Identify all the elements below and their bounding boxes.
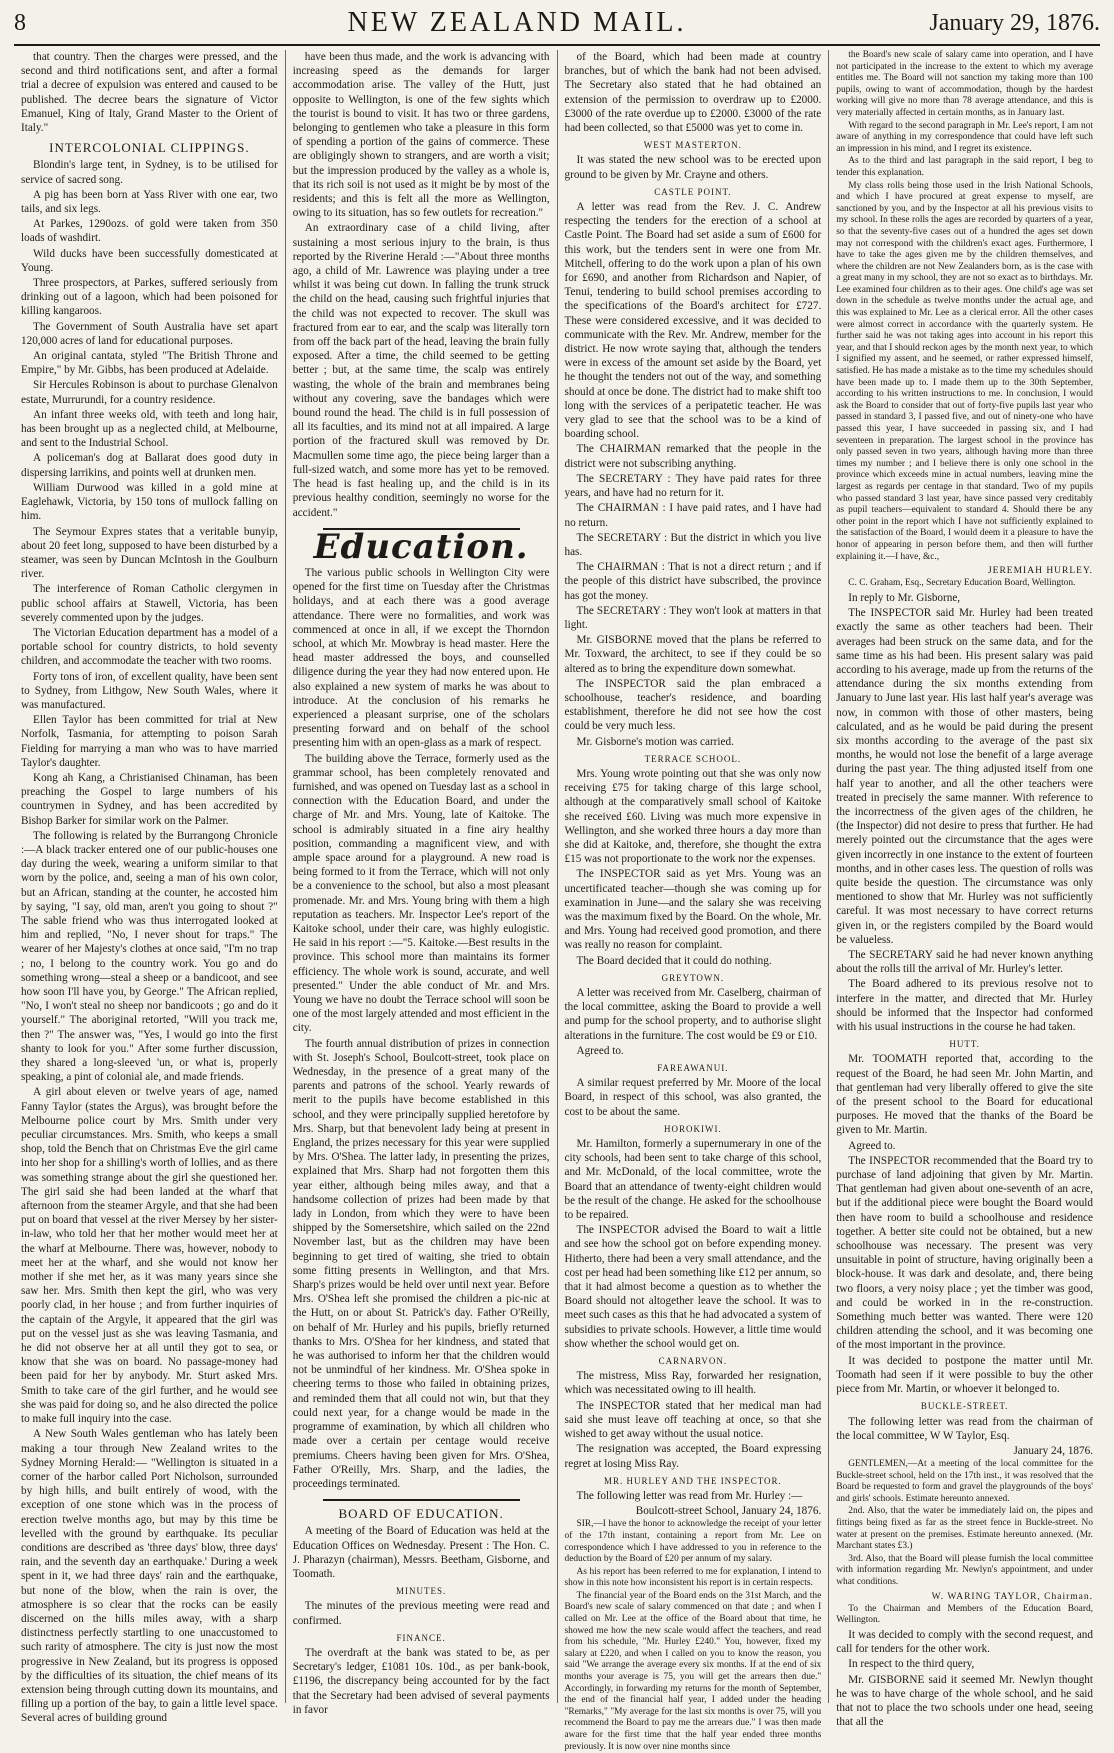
subsection-heading: GREYTOWN. — [661, 972, 725, 983]
paragraph: The INSPECTOR said as yet Mrs. Young was an uncertificated teacher—though she was coming up for examination in June—and the salary she was receiving was the maximum fixed by the Board. On the whole, Mr. and Mrs. Young had received good promotion, and there was really no reason for complaint. — [564, 868, 822, 952]
paragraph: Ellen Taylor has been committed for trial at New Norfolk, Tasmania, for attempting to poison Sarah Fielding for marrying a man who was to have married Taylor's daughter. — [21, 714, 278, 769]
subsection-heading: HUTT. — [949, 1039, 980, 1050]
paragraph: A pig has been born at Yass River with one ear, two tails, and six legs. — [21, 188, 278, 216]
paragraph: Wild ducks have been successfully domesticated at Young. — [21, 247, 278, 274]
letter-paragraph: SIR,—I have the honor to acknowledge the receipt of your letter of the 17th instant, containing a report from Mr. Lee on correspondence which I have addressed to you in reference to the deduction by the Board of £20 per annum of my salary. — [564, 1519, 822, 1565]
letter-paragraph: With regard to the second paragraph in Mr. Lee's report, I am not aware of anything in my correspondence that could have left such an impression in his mind, and I regret its existence. — [836, 120, 1093, 154]
paragraph: An original cantata, styled "The British Throne and Empire," by Mr. Gibbs, has been produced at Adelaide. — [21, 350, 278, 377]
paragraph: Sir Hercules Robinson is about to purchase Glenalvon estate, Murrurundi, for a country residence. — [21, 379, 278, 406]
paragraph: Mrs. Young wrote pointing out that she was only now receiving £75 for taking charge of this large school, although at the comparatively small school of Kaitoke she received £60. Living was much more expensive in Wellington, and she worked three hours a day more than she did at Kaitoke, and, therefore, she thought the extra £15 was not proportionate to the work nor the expenses. — [564, 767, 822, 866]
paragraph: A girl about eleven or twelve years of age, named Fanny Taylor (states the Argus), was brought before the Melbourne police court by Mrs. Smith under very peculiar circumstances. Mrs. Smith, who keeps a small shop, told the Bench that on Christmas Eve the girl came into her shop for a shilling's worth of lollies, and as there was something strange about the girl she questioned her. The girl said she had been landed at the wharf that afternoon from the steamer Argyle, and that she had been put on board that vessel at the river Mersey by her sister-in-law, who told her that her mother would meet her at the wharf at Melbourne. There was, however, nobody to meet her at the wharf, and she would not know her mother if she met her, as it was many years since she saw her. Mrs. Smith then kept the girl, who was very poorly clad, in her house ; and from further inquiries of the captain of the Argyle, it appeared that the girl was put on the vessel just as she was leaving Tasmania, and he did not observe her at all until they got to sea, or know that she was on board. No passage-money had been paid for her by anybody. Mr. Sturt asked Mrs. Smith to take care of the girl further, and he would see she was paid for doing so, and he also directed the police to make full inquiry into the case. — [21, 1086, 278, 1426]
paragraph: The fourth annual distribution of prizes in connection with St. Joseph's School, Boulcott-street, took place on Wednesday, in the presence of a great many of the parents and patrons of the school. Yearly rewards of merit to the pupils have become established in this school, and they were principally supplied heretofore by Mrs. Sharp, but that benevolent lady being at present in England, the prizes necessary for this year were supplied by Mrs. O'Shea. The latter lady, in presenting the prizes, explained that Mrs. Sharp had not forgotten them this year either, although being miles away, and that a handsome collection of prizes had been made by that lady in London, from which they were to have been shipped by the Somersetshire, which sailed on the 22nd November last, but as the children may have been beginning to get tired of waiting, she tried to obtain some fitting presents in Wellington, and that Mrs. Sharp's prizes would be held over until next year. Before Mrs. O'Shea left she promised the children a pic-nic at the Hutt, on or about St. Patrick's day. Father O'Reilly, on behalf of Mr. Hurley and his pupils, briefly returned thanks to Mrs. O'Shea for her kindness, and stated that he was authorised to inform her that the children would not be unmindful of her kindness. Mr. O'Shea spoke in cheering terms to those who failed in obtaining prizes, and reminded them that all could not win, but that they could next year, for a change would be made in the programme of examination, by which all children who made over a certain per centage would receive premiums. Cheers having been given for Mrs. O'Shea, Father O'Reilly, Mrs. Sharp, and the ladies, the proceedings terminated. — [292, 1037, 550, 1490]
paragraph: The Government of South Australia have set apart 120,000 acres of land for educational purposes. — [21, 320, 278, 347]
paragraph: The SECRETARY : They have paid rates for three years, and have had no return for it. — [564, 472, 822, 500]
paragraph: In respect to the third query, — [848, 1658, 975, 1671]
paragraph: Blondin's large tent, in Sydney, is to be utilised for service of sacred song. — [21, 159, 278, 186]
letter-paragraph: 3rd. Also, that the Board will please furnish the local committee with information regarding Mr. Newlyn's appointment, and under what conditions. — [836, 1553, 1093, 1588]
letter-paragraph: The financial year of the Board ends on the 31st March, and the Board's new scale of salary commenced on that date ; and when I called on Mr. Lee at the office of the Board about that time, he showed me how the new scale would affect the teachers, and read from his schedule, "Mr. Hurley £240." You, however, fixed my salary at £220, and when I called on you to know the reason, you said "We arrange the average every six months. If at the end of six months your average is 75, you will get the arrears then due." Accordingly, in forwarding my returns for the month of September, the end of the financial half year, I added under the heading "Remarks," "My average for the last six months is over 75, will you recommend the Board to pay me the arrears due." I was then made aware for the first time that the half year ended three months previously. It is now over nine months since — [564, 1590, 822, 1752]
letter-paragraph: To the Chairman and Members of the Education Board, Wellington. — [836, 1603, 1093, 1626]
letter-signature: JEREMIAH HURLEY. — [987, 566, 1093, 577]
paragraph: of the Board, which had been made at country branches, but of which the bank had not been advised. The Secretary also stated that he had obtained an extension of the permission to overdraw up to £2000. £3000 of the rate overdue up to £2000. £3000 of the rate had been collected, so that £5000 was yet to come in. — [564, 51, 822, 135]
letter-paragraph: My class rolls being those used in the Irish National Schools, and which I have procured at great expense to myself, are sanctioned by you, and by the Inspector at all his previous visits to my school. In these rolls the ages are recorded by quarters of a year, so that the seventy-five cases out of a hundred the ages set down may not correspond with the children's exact ages. Furthermore, I have to take the ages given me by the children themselves, and where the children are not New Zealanders born, as is the case with a great many in my school, they are not so exact as to birthdays. Mr. Lee examined four children as to their ages. One child's age was set down in the schedule as twelve months under the actual age, and this was explained to Mr. Lee as a clerical error. All the other cases were almost correct in accordance with the quarterly system. He further said he was not taking ages into account in his report this year, and that I should reckon ages by the month next year, to which I signified my assent, and he seemed, or rather expressed himself, satisfied. He has made a mistake as to the time my schedules should have been made up to. I made them up to the 30th September, according to his written instructions to me. In conclusion, I would ask the Board to consider that out of forty-five pupils last year who passed in standard 3, I passed five, and out of ninety-one who have passed this year, I have succeeded in passing six, and I had seventeen in preparation. The largest school in the province has only passed seven in two years, although having more than three times my number ; and I believe there is only one school in the province which exceeds mine in actual numbers, leaving mine the largest as regards per centage in that standard. Two of my pupils who passed standard 3 last year, have since passed very creditably as pupil teachers—equivalent to standard 4. Should there be any other point in the report which I have not sufficiently explained to the satisfaction of the Board, I would deem it a pleasure to have the honor of appearing in person before them, and then will further explaining it.—I have, &c., — [836, 180, 1093, 562]
paragraph: A meeting of the Board of Education was held at the Education Offices on Wednesday. Present : The Hon. C. J. Pharazyn (chairman), Messrs. Beetham, Gisborne, and Toomath. — [292, 1525, 550, 1580]
paragraph: Agreed to. — [576, 1044, 624, 1057]
subsection-heading: TERRACE SCHOOL. — [644, 753, 742, 764]
letter-paragraph: C. C. Graham, Esq., Secretary Education Board, Wellington. — [848, 578, 1076, 589]
paper-name: NEW ZEALAND MAIL. — [347, 7, 687, 38]
paragraph: An extraordinary case of a child living, after sustaining a most serious injury to the brain, is thus reported by the Riverine Herald :—"About three months ago, a child of Mr. Lawrence was playing under a tree whilst it was being cut down. In falling the trunk struck the child on the head, causing such frightful injuries that the child was not expected to recover. The skull was fractured from ear to ear, and the scalp was literally torn from off the back part of the head, leaving the brain fully exposed. After a time, the child seemed to be getting better ; but, at the same time, the scalp was entirely wasting, the whole of the brain and membranes being without any covering, save the bandages which were bound round the head. The child is in full possession of all its faculties, and its mind not at all impaired. A large portion of the fractured skull was removed by Dr. Macmullen some time ago, the piece being larger than a full-sized watch, and some more has yet to be removed. The head is fast healing up, and the child is in its previous healthy condition, seemingly no worse for the accident." — [292, 222, 550, 519]
paragraph: The CHAIRMAN : That is not a direct return ; and if the people of this district have subscribed, the province has got the money. — [564, 561, 822, 602]
paragraph: The building above the Terrace, formerly used as the grammar school, has been completely renovated and furnished, and was opened on Tuesday last as a school in connection with the Education Board, and under the charge of Mr. and Mrs. Young, late of Kaitoke. The school is admirably situated in a fine airy healthy position, commanding a magnificent view, and with ample space around for a playground. A new road is being formed to it from the Terrace, which will not only be a convenience to the school, but also a most pleasant promenade. Mr. and Mrs. Young bring with them a high reputation as teachers. Mr. Inspector Lee's report of the Kaitoke school, under their care, was highly eulogistic. He said in his report :—"5. Kaitoke.—Best results in the province. This school more than maintains its former efficiency. The whole work is sound, accurate, and well presented." Under the able conduct of Mr. and Mrs. Young we have no doubt the Terrace school will soon be one of the most largely attended and most efficient in the city. — [292, 752, 550, 1035]
paragraph: It was stated the new school was to be erected upon ground to be given by Mr. Crayne and others. — [564, 154, 822, 181]
paragraph: A New South Wales gentleman who has lately been making a tour through New Zealand writes to the Sydney Morning Herald:— "Wellington is situated in a corner of the harbor called Port Nicholson, surrounded by high hills, and built entirely of wood, with the exception of one stone which was in the process of erection twelve months ago, but may by this time be levelled with the ground by earthquake. Its peculiar conditions are described as 'three days' blow, three days' rain, and the seventh day an earthquake.' During a week spent in it, we had three days' rain and the earthquake, but none of the blow, when the rain is over, the atmosphere is so clear that the rocks can be easily discerned on the hills miles away, with a sharp distinctness perfectly startling to one unaccustomed to such rarity of atmosphere. The city is just now the most progressive in New Zealand, but its progress is opposed by the difficulties of its situation, the chief means of its extension being through cutting down its mountains, and filling up a portion of the bay, to gain a little level space. Several acres of building ground — [21, 1428, 278, 1725]
paragraph: The following is related by the Burrangong Chronicle :—A black tracker entered one of our public-houses one day during the week, wearing a uniform similar to that worn by the police, and, seeing a man of his own color, but an African, standing at the counter, he accosted him by saying, "I say, old man, aren't you going to shout ?" The sable friend who was thus interrogated looked at him and replied, "No, I never shout for traps." The wearer of her Majesty's clothes at once said, "I'm no trap ; no, I belong to the country work. You go and do something wrong—steal a sheep or a bandicoot, and see how soon I'll have you, by George." The African replied, "No, I won't steal no sheep nor bandicoots ; go and do it yourself." The aboriginal retorted, "Will you track me, then ?" The answer was, "Yes, I would go into the first shanty to look for you." After some further discussion, they shared a long-sleeved 'un, or what is, properly speaking, a pint of colonial ale, and made friends. — [21, 829, 278, 1084]
paragraph: Mr. Hamilton, formerly a supernumerary in one of the city schools, had been sent to take charge of this school, and Mr. McDonald, of the local committee, wrote the Board that an attendance of twenty-eight children would be the result of the change. He asked for the schoolhouse to be repaired. — [564, 1138, 822, 1222]
subsection-heading: BUCKLE-STREET. — [920, 1401, 1009, 1412]
paragraph: that country. Then the charges were pressed, and the second and third notifications sent, and after a formal trial a decree of expulsion was entered and caused to be published. The decree bears the signature of Victor Emanuel, King of Italy, Grand Master to the Orient of Italy." — [21, 51, 278, 135]
paragraph: A policeman's dog at Ballarat does good duty in dispersing larrikins, and points well at drunken men. — [21, 452, 278, 479]
paragraph: Mr. GISBORNE moved that the plans be referred to Mr. Toxward, the architect, to see if they could be so altered as to bring the expenditure down somewhat. — [564, 634, 822, 675]
paragraph: It was decided to comply with the second request, and call for tenders for the other work. — [836, 1629, 1093, 1656]
paragraph: Mr. GISBORNE said it seemed Mr. Newlyn thought he was to have charge of the whole school, and he said that not to place the two schools under one head, seeing that all the — [836, 1673, 1093, 1729]
paragraph: At Parkes, 1290ozs. of gold were taken from 350 loads of washdirt. — [21, 218, 278, 245]
paragraph: The mistress, Miss Ray, forwarded her resignation, which was necessitated owing to ill health. — [564, 1370, 822, 1397]
section-heading: INTERCOLONIAL CLIPPINGS. — [49, 140, 250, 156]
subsection-heading: CARNARVON. — [658, 1356, 728, 1367]
subsection-heading: HOROKIWI. — [664, 1123, 722, 1134]
section-rule — [323, 1499, 520, 1501]
paragraph: The resignation was accepted, the Board expressing regret at losing Miss Ray. — [564, 1443, 822, 1470]
letter-paragraph: the Board's new scale of salary came into operation, and I have not participated in the increase to the extent to which my average entitles me. The Board will not sanction my taking more than 100 pupils, owing to want of accommodation, though by the hardest working will give no more than 78 average attendance, and this is very materially affected in certain months, as in January last. — [836, 50, 1093, 118]
subsection-heading: FAREAWANUI. — [657, 1063, 729, 1074]
paragraph: The Board decided that it could do nothing. — [576, 954, 772, 967]
letter-dateline: Boulcott-street School, January 24, 1876. — [635, 1505, 822, 1518]
section-heading: BOARD OF EDUCATION. — [338, 1506, 504, 1522]
paragraph: The SECRETARY : They won't look at matters in that light. — [564, 604, 822, 631]
column-1 — [14, 50, 286, 1725]
subsection-heading: MINUTES. — [396, 1586, 447, 1597]
paragraph: It was decided to postpone the matter until Mr. Toomath had seen if it were possible to buy the other piece from Mr. Martin, or whoever it belonged to. — [836, 1354, 1093, 1396]
letter-paragraph: GENTLEMEN,—At a meeting of the local committee for the Buckle-street school, held on the 17th inst., it was resolved that the Board be requested to form and gravel the playgrounds of the boys' and girls' schools. Estimate hereunto annexed. — [836, 1459, 1093, 1504]
column-4 — [829, 50, 1100, 1729]
subsection-heading: CASTLE POINT. — [654, 186, 732, 197]
paragraph: The Victorian Education department has a model of a portable school for country districts, to hold seventy children, and accommodate the teacher with two rooms. — [21, 626, 278, 668]
letter-paragraph: As to the third and last paragraph in the said report, I beg to tender this explanation. — [836, 156, 1093, 178]
paragraph: The INSPECTOR said the plan embraced a schoolhouse, teacher's residence, and boarding establishment, therefore he did not see how the cost could be very much less. — [564, 677, 822, 733]
subsection-heading: WEST MASTERTON. — [643, 140, 742, 151]
paragraph: The various public schools in Wellington City were opened for the first time on Tuesday after the Christmas holidays, and at each there was a good average attendance. There were no formalities, and work was commenced at once in all, if we except the Thorndon school, at which Mr. Mowbray is head master. Here the head master addressed the boys, and counselled diligence during the year they had now entered upon. He also explained a new system of marks he was about to introduce. At the conclusion of his remarks he experienced a pleasant surprise, one of the scholars presenting forward and on behalf of the school presenting him with an open-glass as a mark of respect. — [292, 566, 550, 750]
paragraph: have been thus made, and the work is advancing with increasing speed as the demands for larger accommodation arise. The valley of the Hutt, just opposite to Wellington, is one of the few sights which the tourist is bound to visit. It has two or three gardens, belonging to gentlemen who take a pleasure in this form of spending a portion of the gains of commerce. These are obligingly shown to strangers, and are worth a visit; but the impression produced by the valley as a whole is, that its rich soil is not used as it might be by most of the residents; and this is felt all the more as Wellington, owing to its situation, has so few outlets for recreation." — [292, 51, 550, 220]
paragraph: Forty tons of iron, of excellent quality, have been sent to Sydney, from Lithgow, New South Wales, where it was manufactured. — [21, 670, 278, 711]
letter-paragraph: 2nd. Also, that the water be immediately laid on, the pipes and fittings being fixed as far as the street fence in Buckle-street. No water at present on the premises. Estimate hereunto annexed. (Mr. Marchant states £3.) — [836, 1506, 1093, 1552]
paragraph: The overdraft at the bank was stated to be, as per Secretary's ledger, £1081 10s. 10d., as per bank-book, £1196, the discrepancy being accounted for by the fact that the Secretary had been advised of several payments in favor — [292, 1646, 550, 1716]
paragraph: The CHAIRMAN : I have paid rates, and I have had no return. — [564, 502, 822, 529]
paragraph: Mr. TOOMATH reported that, according to the request of the Board, he had seen Mr. John Martin, and that gentleman had very liberally offered to give the site of the present school to the Board for educational purposes. He moved that the thanks of the Board be given to Mr. Martin. — [836, 1053, 1093, 1137]
paragraph: The interference of Roman Catholic clergymen in public school affairs at Stawell, Victoria, has been severely commented upon by the judges. — [21, 583, 278, 624]
paragraph: The minutes of the previous meeting were read and confirmed. — [292, 1600, 550, 1627]
paragraph: William Durwood was killed in a gold mine at Eaglehawk, Victoria, by 150 tons of mullock falling on him. — [21, 481, 278, 523]
subsection-heading: FINANCE. — [396, 1632, 446, 1643]
paragraph: In reply to Mr. Gisborne, — [848, 591, 961, 604]
paragraph: Agreed to. — [848, 1139, 896, 1152]
paragraph: Kong ah Kang, a Christianised Chinaman, has been preaching the Gospel to large numbers of his countrymen in Sydney, and has been accredited by Bishop Barker for similar work on the Palmer. — [21, 771, 278, 827]
paragraph: The Board adhered to its previous resolve not to interfere in the matter, and directed that Mr. Hurley should be informed that the Inspector had conformed with his usual instructions in the course he had taken. — [836, 978, 1093, 1034]
column-2 — [286, 50, 558, 1716]
letter-paragraph: As his report has been referred to me for explanation, I intend to show in this note how inconsistent his report is in certain respects. — [564, 1566, 822, 1589]
paragraph: The following letter was read from the chairman of the local committee, W W Taylor, Esq. — [836, 1415, 1093, 1442]
letter-signature: W. WARING TAYLOR, Chairman. — [931, 1591, 1093, 1602]
page-number: 8 — [14, 9, 26, 36]
paragraph: An infant three weeks old, with teeth and long hair, has been brought up as a neglected child, at Melbourne, and sent to the Industrial School. — [21, 408, 278, 450]
columns — [14, 50, 1100, 1752]
education-heading: Education. — [313, 526, 529, 567]
paragraph: A similar request preferred by Mr. Moore of the local Board, in respect of this school, was also granted, the cost to be about the same. — [564, 1077, 822, 1118]
paragraph: The following letter was read from Mr. Hurley :— — [576, 1489, 803, 1502]
paragraph: The INSPECTOR recommended that the Board try to purchase of land adjoining that given by Mr. Martin. That gentleman had given about one-seventh of an acre, but if the additional piece were bought the Board would then have room to build a schoolhouse and residence together. A better site could not be obtained, but a new schoolhouse was necessary. The present was very unsuitable in point of structure, having originally been a block-house. It was dark and desolate, and, there being two floors, a very noisy place ; yet the timber was good, and could be worked in in the re-construction. Something much better was wanted. There were 120 children attending the school, and it was becoming one of the most important in the province. — [836, 1154, 1093, 1352]
paragraph: The Seymour Expres states that a veritable bunyip, about 20 feet long, supposed to have been disturbed by a steamer, was seen by Duncan McIntosh in the Goulburn river. — [21, 525, 278, 581]
paragraph: The INSPECTOR stated that her medical man had said she must leave off teaching at once, so that she wished to get away without the usual notice. — [564, 1399, 822, 1441]
paragraph: The INSPECTOR said Mr. Hurley had been treated exactly the same as other teachers had been. Their averages had been struck on the same data, and for the same time as his had been. His present salary was paid according to his average, made up from the returns of the attendance during the six months extending from January to June last year. His last half year's average was now, in common with those of other masters, being calculated, and as he would be paid during the present six months according to the average of the past six months, he would not lose the benefit of a large average during the past year. The thing adjusted itself from one half year to another, and all the other teachers were treated in precisely the same manner. With reference to the incorrectness of the given ages of the children, he (the Inspector) did not desire to press that further. He had merely pointed out the circumstance that the ages were given incorrectly in one instance to the extent of fourteen months, and in other cases less. The question of rolls was quite beside the question. The circumstance was only mentioned to show that Mr. Hurley was not sufficiently careful. It was most necessary to have correct returns given in, or the registers compiled by the Board would be valueless. — [836, 607, 1093, 946]
paragraph: The CHAIRMAN remarked that the people in the district were not subscribing anything. — [564, 443, 822, 470]
masthead — [14, 2, 1100, 46]
paragraph: Mr. Gisborne's motion was carried. — [576, 735, 734, 748]
paragraph: Three prospectors, at Parkes, suffered seriously from drinking out of a lagoon, which had been poisoned for killing kangaroos. — [21, 277, 278, 318]
paragraph: The SECRETARY : But the district in which you live has. — [564, 531, 822, 558]
issue-date: January 29, 1876. — [929, 9, 1100, 36]
letter-dateline: January 24, 1876. — [1013, 1444, 1093, 1457]
paragraph: A letter was received from Mr. Caselberg, chairman of the local committee, asking the Board to provide a well and pump for the school property, and to authorise slight alterations in the furniture. The cost would be £9 or £10. — [564, 987, 822, 1042]
column-3 — [558, 50, 830, 1752]
paragraph: The INSPECTOR advised the Board to wait a little and see how the school got on before expending money. Hitherto, there had been a very small attendance, and the cost per head had been something like £12 per annum, so that it had almost become a question as to whether the Board should not altogether leave the school. It was to meet such cases as this that he had advocated a system of subsidies to private schools. However, a little time would show whether the school would get on. — [564, 1224, 822, 1350]
paragraph: The SECRETARY said he had never known anything about the rolls till the arrival of Mr. Hurley's letter. — [836, 949, 1093, 976]
paragraph: A letter was read from the Rev. J. C. Andrew respecting the tenders for the erection of a school at Castle Point. The Board had set aside a sum of £600 for this work, but the tenders sent in were one from Mr. Mitchell, offering to do the work upon a plan of his own for £690, and another from Richardson and Napier, of Tenui, tendering to build school premises according to the specifications of the Board's architect for £727. These were considered excessive, and it was decided to communicate with the Rev. Mr. Andrew, member for the district. He now wrote saying that, although the tenders were in excess of the amount set aside by the Board, yet he thought the tenders not out of the way, and something should at once be done. The district had to make shift too long with the services of a peripatetic teacher. He was very glad to see that the school was to be a kind of boarding school. — [564, 201, 822, 441]
subsection-heading: MR. HURLEY AND THE INSPECTOR. — [603, 1475, 782, 1486]
